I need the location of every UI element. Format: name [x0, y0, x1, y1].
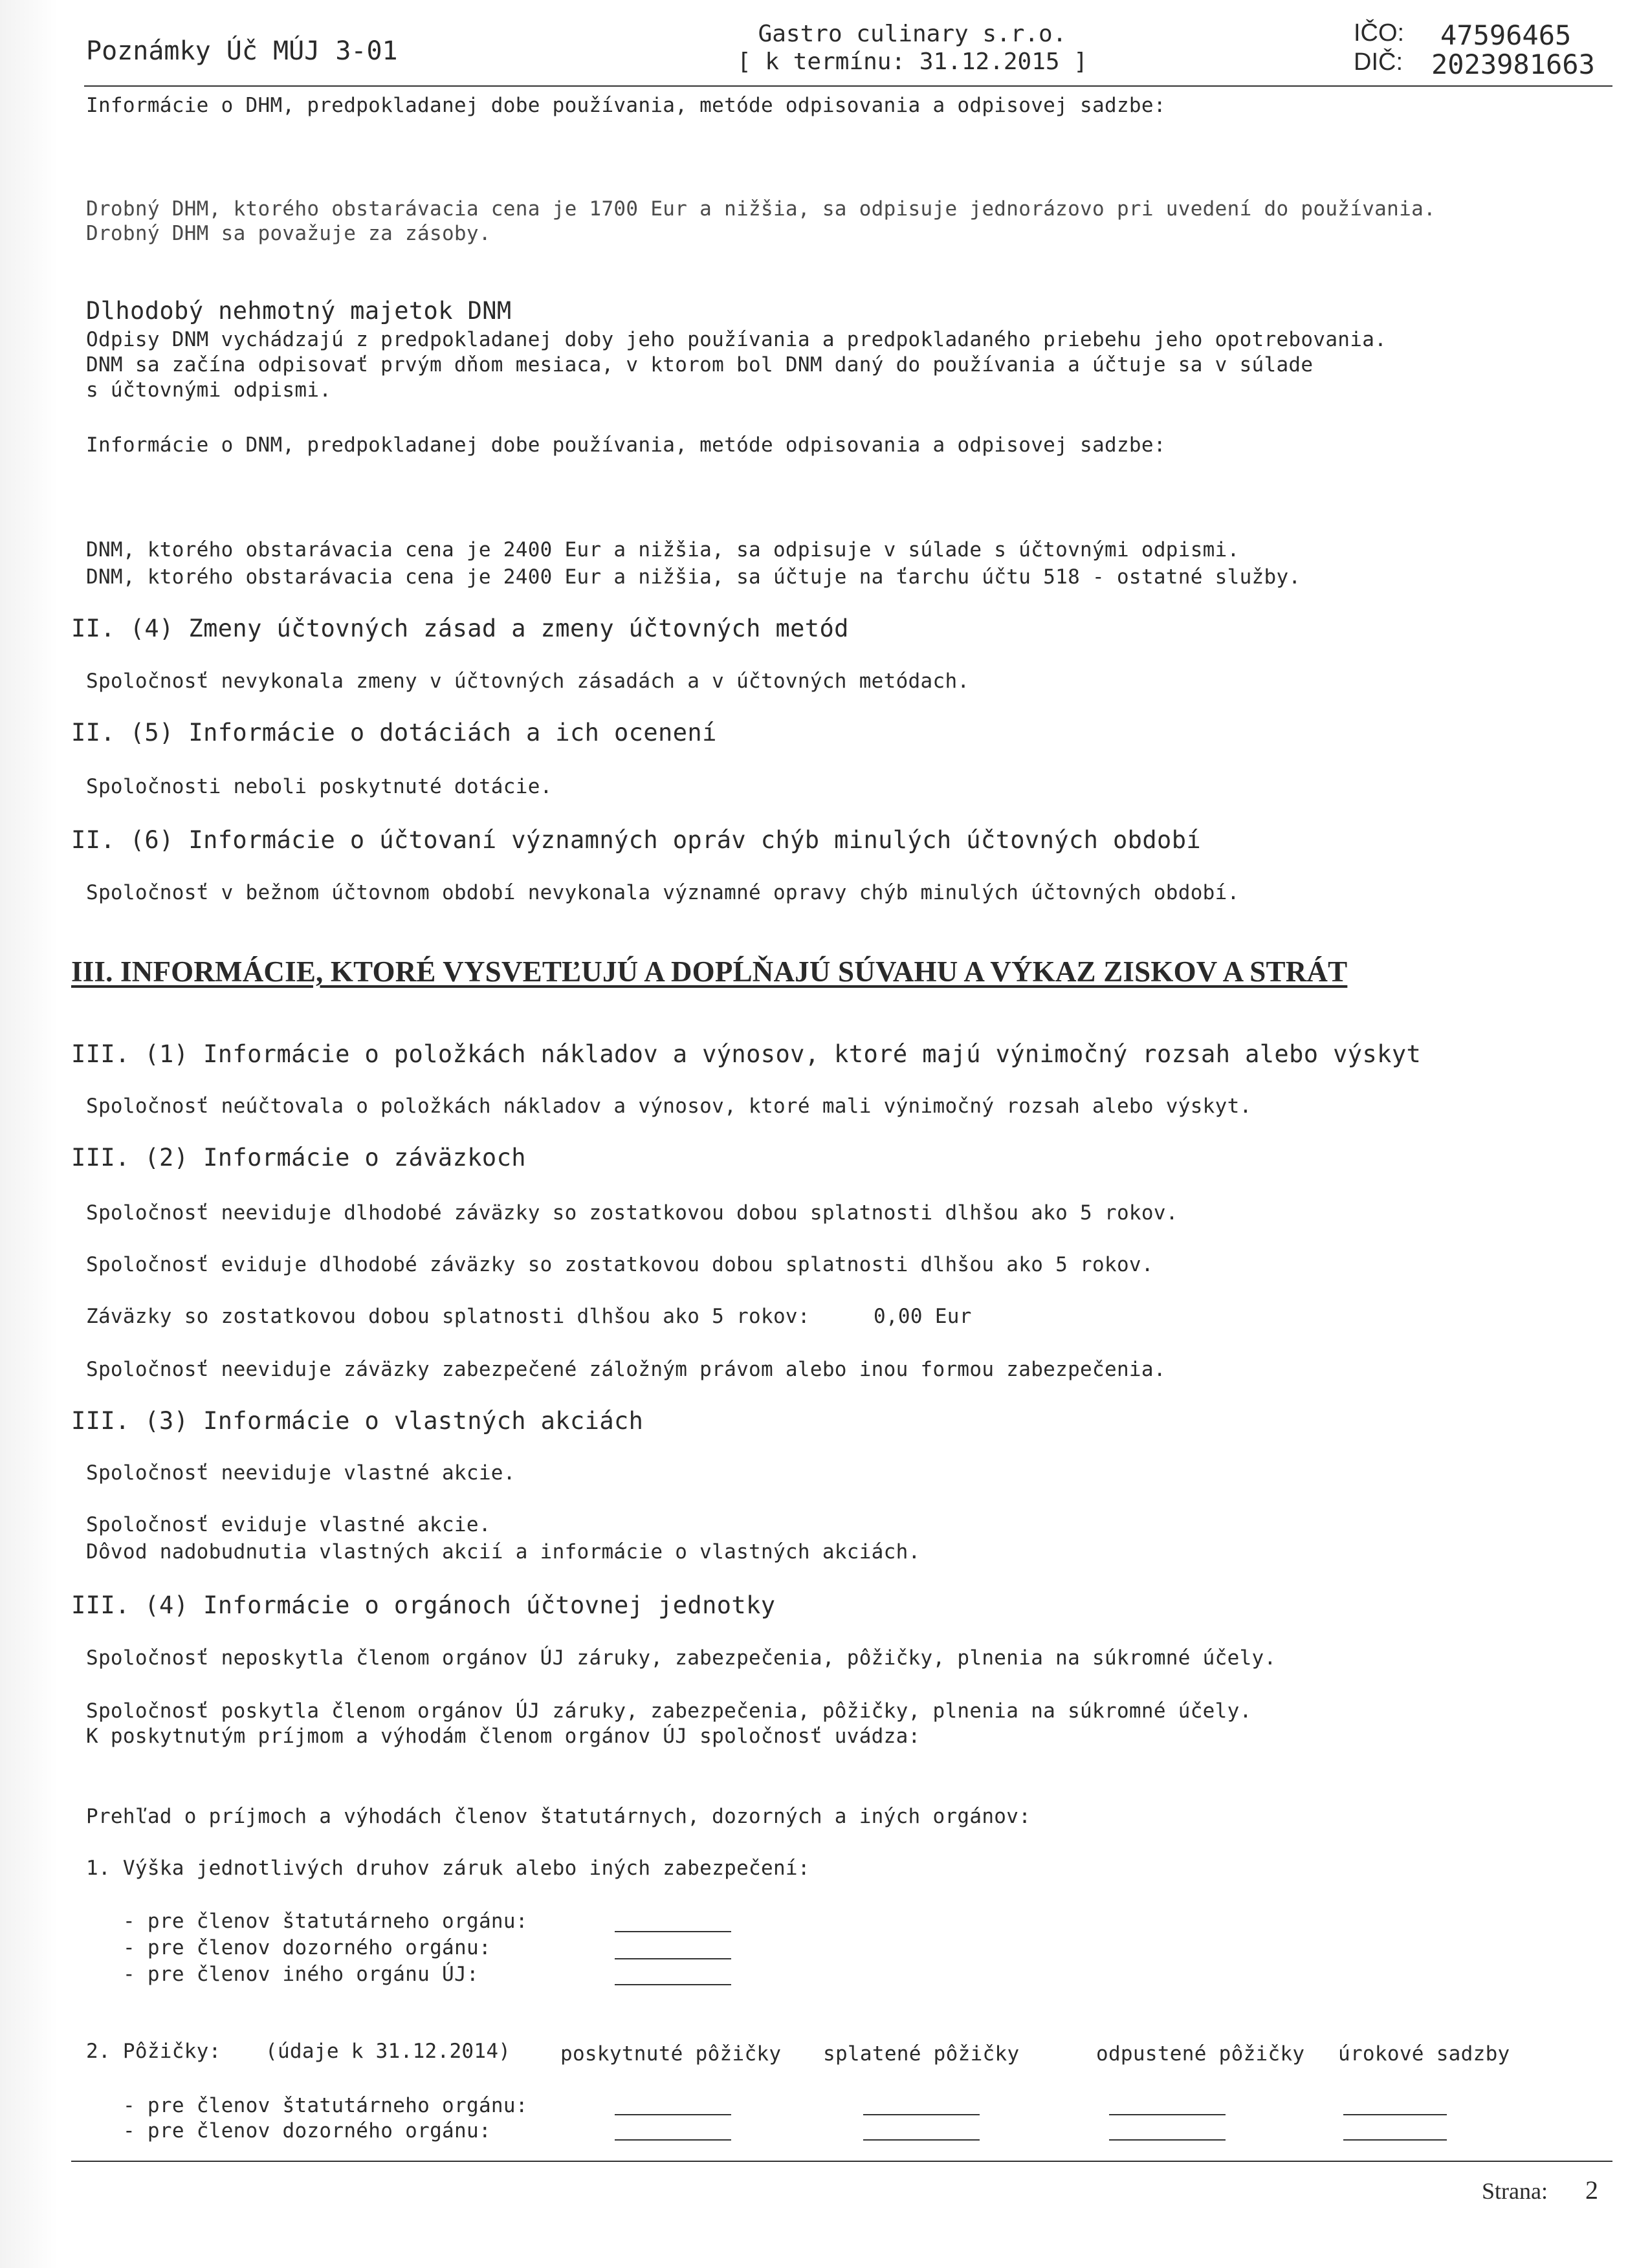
- header-rule: [84, 85, 1612, 87]
- iii-2-text-3-value: 0,00 Eur: [874, 1305, 972, 1328]
- section-iii-heading: III. INFORMÁCIE, KTORÉ VYSVETĽUJÚ A DOPĹŇAJÚ SÚVAHU A VÝKAZ ZISKOV A STRÁT: [71, 955, 1348, 988]
- iii-4-title: III. (4) Informácie o orgánoch účtovnej jednotky: [71, 1591, 776, 1619]
- ii-4-text: Spoločnosť nevykonala zmeny v účtovných zásadách a v účtovných metódach.: [86, 670, 970, 693]
- dnm-title: Dlhodobý nehmotný majetok DNM: [86, 297, 512, 325]
- iii-3-text-3: Dôvod nadobudnutia vlastných akcií a informácie o vlastných akciách.: [86, 1540, 921, 1564]
- dnm-line-3: s účtovnými odpismi.: [86, 378, 332, 402]
- page-label: Strana:: [1482, 2178, 1548, 2204]
- blank-line: [1343, 2139, 1447, 2141]
- dhm-small-2: Drobný DHM sa považuje za zásoby.: [86, 222, 491, 245]
- dnm-info: Informácie o DNM, predpokladanej dobe používania, metóde odpisovania a odpisovej sadzbe:: [86, 433, 1166, 457]
- col-interest-rates: úrokové sadzby: [1338, 2042, 1510, 2066]
- ico-value: 47596465: [1440, 19, 1572, 51]
- item-2-row-supervisory: - pre členov dozorného orgánu:: [123, 2119, 491, 2143]
- blank-line: [1109, 2114, 1226, 2115]
- scan-shadow: [0, 0, 58, 2268]
- blank-line: [615, 2114, 731, 2115]
- dnm-line-1: Odpisy DNM vychádzajú z predpokladanej doby jeho používania a predpokladaného priebehu jeho opotrebovania.: [86, 328, 1387, 351]
- ii-6-text: Spoločnosť v bežnom účtovnom období nevykonala významné opravy chýb minulých účtovných období.: [86, 881, 1240, 904]
- blank-line: [1109, 2139, 1226, 2141]
- footer-rule: [71, 2161, 1612, 2162]
- ii-6-title: II. (6) Informácie o účtovaní významných opráv chýb minulých účtovných období: [71, 826, 1202, 854]
- iii-2-text-4: Spoločnosť neeviduje záväzky zabezpečené záložným právom alebo inou formou zabezpečenia.: [86, 1358, 1166, 1381]
- item-2-row-statutory: - pre členov štatutárneho orgánu:: [123, 2094, 528, 2117]
- blank-line: [615, 2139, 731, 2141]
- iii-3-title: III. (3) Informácie o vlastných akciách: [71, 1407, 644, 1435]
- item-1-title: 1. Výška jednotlivých druhov záruk alebo iných zabezpečení:: [86, 1857, 810, 1880]
- dnm-small-2: DNM, ktorého obstarávacia cena je 2400 Eur a nižšia, sa účtuje na ťarchu účtu 518 - ostatné služby.: [86, 565, 1301, 589]
- iii-1-title: III. (1) Informácie o položkách nákladov a výnosov, ktoré majú výnimočný rozsah alebo výskyt: [71, 1040, 1422, 1068]
- page-number: 2: [1585, 2175, 1598, 2205]
- iii-3-text-1: Spoločnosť neeviduje vlastné akcie.: [86, 1461, 516, 1485]
- item-2-date: (údaje k 31.12.2014): [265, 2040, 511, 2063]
- form-title: Poznámky Úč MÚJ 3-01: [86, 36, 398, 66]
- blank-line: [615, 1931, 731, 1932]
- item-2-title: 2. Pôžičky:: [86, 2040, 221, 2063]
- blank-line: [863, 2139, 980, 2141]
- company-name: Gastro culinary s.r.o.: [758, 21, 1067, 47]
- iii-4-text-3: K poskytnutým príjmom a výhodám členom orgánov ÚJ spoločnosť uvádza:: [86, 1725, 921, 1748]
- col-forgiven-loans: odpustené pôžičky: [1096, 2042, 1305, 2066]
- dhm-info: Informácie o DHM, predpokladanej dobe používania, metóde odpisovania a odpisovej sadzbe:: [86, 94, 1166, 117]
- col-repaid-loans: splatené pôžičky: [823, 2042, 1020, 2066]
- blank-line: [1343, 2114, 1447, 2115]
- dic-value: 2023981663: [1431, 49, 1595, 80]
- ii-4-title: II. (4) Zmeny účtovných zásad a zmeny účtovných metód: [71, 615, 849, 642]
- iii-4-text-1: Spoločnosť neposkytla členom orgánov ÚJ záruky, zabezpečenia, pôžičky, plnenia na súkromné účely.: [86, 1646, 1277, 1670]
- dhm-small-1: Drobný DHM, ktorého obstarávacia cena je 1700 Eur a nižšia, sa odpisuje jednorázovo pri uvedení do používania.: [86, 197, 1436, 221]
- ico-label: IČO:: [1354, 19, 1405, 47]
- ii-5-text: Spoločnosti neboli poskytnuté dotácie.: [86, 775, 553, 798]
- iii-2-text-3-label: Záväzky so zostatkovou dobou splatnosti dlhšou ako 5 rokov:: [86, 1305, 810, 1328]
- report-period: [ k termínu: 31.12.2015 ]: [737, 49, 1088, 75]
- blank-line: [863, 2114, 980, 2115]
- iii-2-text-2: Spoločnosť eviduje dlhodobé záväzky so zostatkovou dobou splatnosti dlhšou ako 5 rokov.: [86, 1253, 1154, 1276]
- dnm-small-1: DNM, ktorého obstarávacia cena je 2400 Eur a nižšia, sa odpisuje v súlade s účtovnými odpismi.: [86, 538, 1240, 562]
- blank-line: [615, 1984, 731, 1985]
- dnm-line-2: DNM sa začína odpisovať prvým dňom mesiaca, v ktorom bol DNM daný do používania a účtuje sa v súlade: [86, 353, 1314, 376]
- item-1-row-statutory: - pre členov štatutárneho orgánu:: [123, 1910, 528, 1933]
- iii-2-title: III. (2) Informácie o záväzkoch: [71, 1144, 526, 1172]
- col-provided-loans: poskytnuté pôžičky: [560, 2042, 782, 2066]
- iii-4-text-2: Spoločnosť poskytla členom orgánov ÚJ záruky, zabezpečenia, pôžičky, plnenia na súkromné účely.: [86, 1699, 1252, 1723]
- item-1-row-other: - pre členov iného orgánu ÚJ:: [123, 1963, 479, 1986]
- iii-2-text-1: Spoločnosť neeviduje dlhodobé záväzky so zostatkovou dobou splatnosti dlhšou ako 5 rokov.: [86, 1201, 1178, 1225]
- iii-3-text-2: Spoločnosť eviduje vlastné akcie.: [86, 1513, 491, 1536]
- dic-label: DIČ:: [1354, 49, 1403, 76]
- item-1-row-supervisory: - pre členov dozorného orgánu:: [123, 1936, 491, 1959]
- iii-1-text: Spoločnosť neúčtovala o položkách nákladov a výnosov, ktoré mali výnimočný rozsah alebo výskyt.: [86, 1095, 1252, 1118]
- blank-line: [615, 1958, 731, 1959]
- iii-4-overview: Prehľad o príjmoch a výhodách členov štatutárnych, dozorných a iných orgánov:: [86, 1805, 1031, 1828]
- ii-5-title: II. (5) Informácie o dotáciách a ich ocenení: [71, 719, 717, 747]
